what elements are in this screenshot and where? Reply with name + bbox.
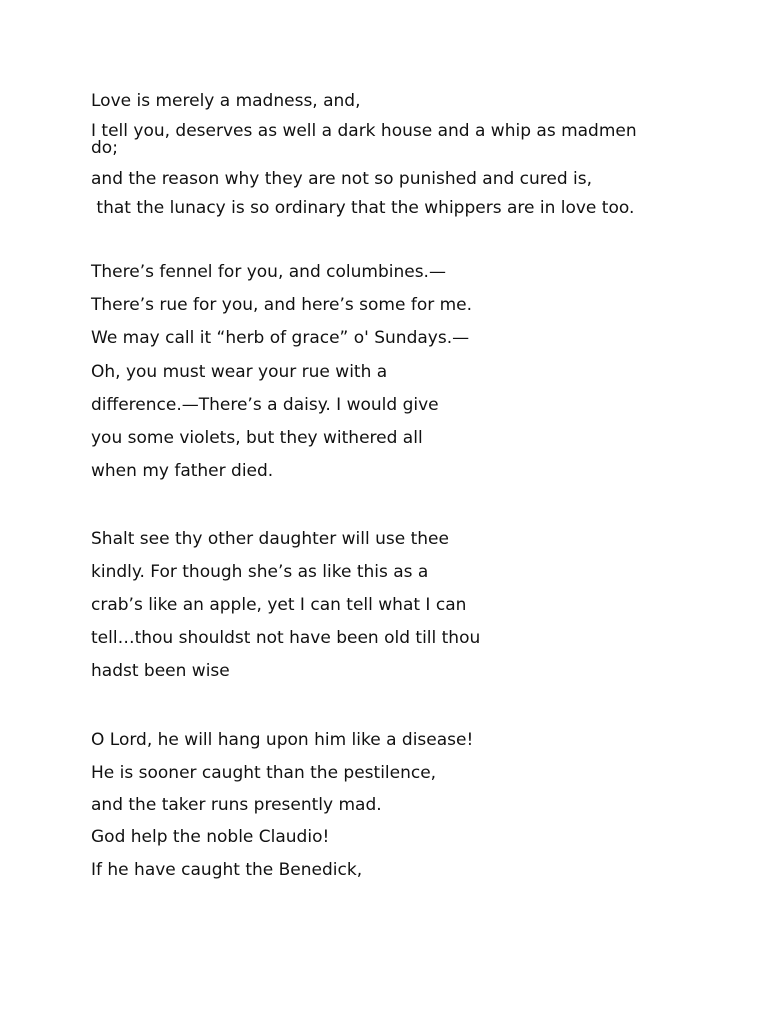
text-line: crab’s like an apple, yet I can tell what I can [91, 595, 467, 615]
text-line: Oh, you must wear your rue with a [91, 362, 388, 382]
text-line: He is sooner caught than the pestilence, [91, 763, 437, 783]
text-line: There’s fennel for you, and columbines.— [91, 262, 446, 282]
text-line: I tell you, deserves as well a dark house and a whip as madmen do; [91, 121, 637, 158]
text-line: We may call it “herb of grace” o' Sundays.— [91, 328, 470, 348]
text-line: that the lunacy is so ordinary that the whippers are in love too. [91, 198, 635, 218]
text-line: when my father died. [91, 461, 274, 481]
text-line: Love is merely a madness, and, [91, 91, 361, 111]
text-line: and the reason why they are not so punished and cured is, [91, 169, 593, 189]
text-line: There’s rue for you, and here’s some for me. [91, 295, 473, 315]
text-line: hadst been wise [91, 661, 230, 681]
text-line: difference.—There’s a daisy. I would give [91, 395, 439, 415]
text-line: God help the noble Claudio! [91, 827, 330, 847]
text-line: you some violets, but they withered all [91, 428, 423, 448]
text-line: and the taker runs presently mad. [91, 795, 382, 815]
text-line: If he have caught the Benedick, [91, 860, 363, 880]
text-line: O Lord, he will hang upon him like a disease! [91, 730, 474, 750]
text-line: Shalt see thy other daughter will use thee [91, 529, 449, 549]
text-line: tell…thou shouldst not have been old till thou [91, 628, 481, 648]
text-line: kindly. For though she’s as like this as a [91, 562, 429, 582]
